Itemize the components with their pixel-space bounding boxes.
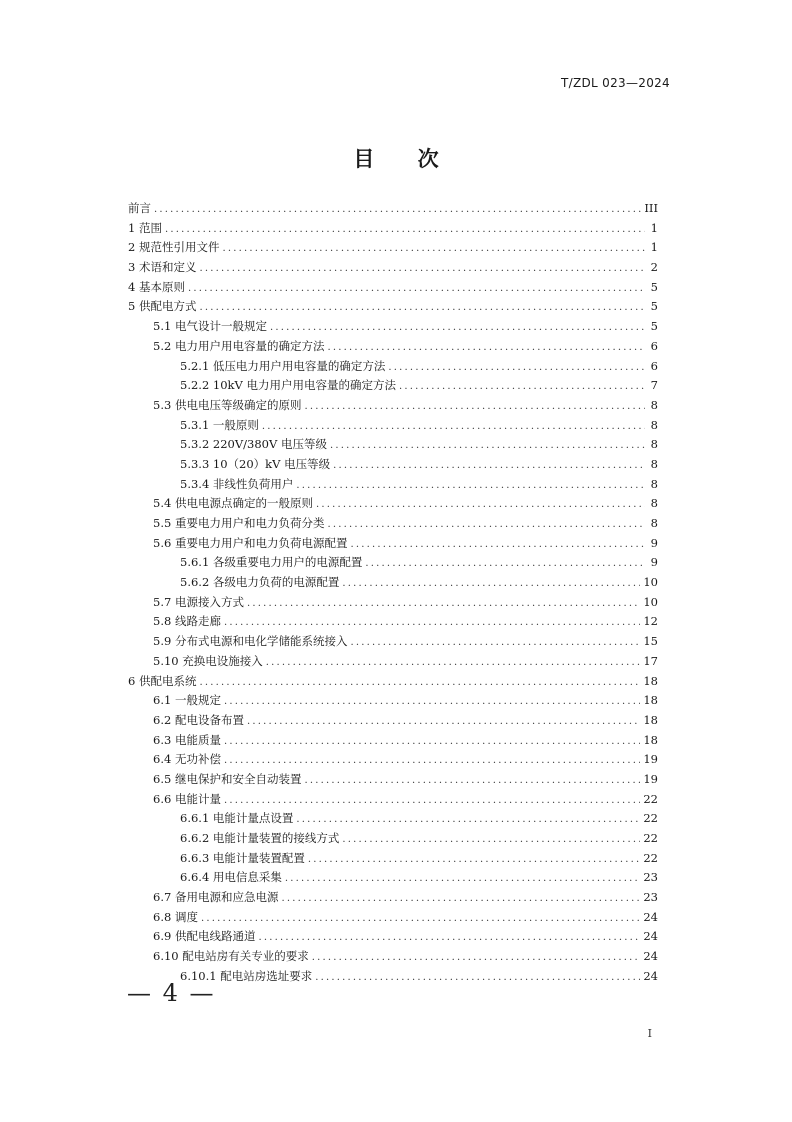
toc-title: 目 次 — [353, 147, 457, 171]
toc-entry-page: 10 — [643, 594, 658, 609]
toc-dot-leader — [224, 617, 640, 628]
toc-entry-label: 5.2.2 10kV 电力用户用电容量的确定方法 — [180, 378, 396, 393]
toc-entry-page: 24 — [643, 909, 658, 924]
toc-entry[interactable] — [128, 318, 658, 338]
toc-entry-page: 1 — [650, 220, 658, 235]
toc-dot-leader — [285, 873, 640, 884]
toc-entry-page: 9 — [650, 555, 658, 570]
toc-entry[interactable] — [128, 673, 658, 693]
toc-dot-leader — [350, 637, 640, 648]
toc-entry-page: 18 — [643, 693, 658, 708]
toc-entry-label: 5.3.4 非线性负荷用户 — [180, 476, 294, 491]
toc-dot-leader — [350, 539, 645, 550]
toc-entry[interactable] — [128, 830, 658, 850]
toc-entry[interactable] — [128, 298, 658, 318]
toc-entry-page: 22 — [643, 850, 658, 865]
toc-entry[interactable] — [128, 377, 658, 397]
toc-entry-label: 6.4 无功补偿 — [153, 752, 221, 767]
toc-dot-leader — [342, 834, 640, 845]
toc-entry-page: 5 — [650, 279, 658, 294]
toc-entry-label: 5.2 电力用户用电容量的确定方法 — [153, 338, 325, 353]
toc-entry[interactable] — [128, 712, 658, 732]
toc-dot-leader — [266, 657, 641, 668]
toc-dot-leader — [199, 302, 645, 313]
toc-entry-label: 5.1 电气设计一般规定 — [153, 319, 267, 334]
toc-entry-page: 18 — [643, 673, 658, 688]
toc-entry-page: 15 — [643, 634, 658, 649]
toc-entry-label: 6.8 调度 — [153, 909, 198, 924]
toc-dot-leader — [199, 677, 640, 688]
toc-entry-label: 5.10 充换电设施接入 — [153, 653, 263, 668]
toc-entry[interactable] — [128, 535, 658, 555]
toc-entry-label: 6.2 配电设备布置 — [153, 712, 244, 727]
toc-entry[interactable] — [128, 239, 658, 259]
toc-entry-label: 6.5 继电保护和安全自动装置 — [153, 771, 302, 786]
toc-entry[interactable] — [128, 397, 658, 417]
toc-entry-page: 22 — [643, 811, 658, 826]
toc-entry-page: 18 — [643, 732, 658, 747]
toc-entry-page: 6 — [650, 338, 658, 353]
toc-dot-leader — [258, 932, 640, 943]
toc-entry-label: 5.3.3 10（20）kV 电压等级 — [180, 456, 331, 471]
toc-dot-leader — [247, 598, 640, 609]
toc-dot-leader — [296, 480, 645, 491]
toc-entry-label: 5.9 分布式电源和电化学储能系统接入 — [153, 634, 348, 649]
toc-entry-label: 6.7 备用电源和应急电源 — [153, 890, 279, 905]
toc-entry-page: 22 — [643, 791, 658, 806]
toc-entry[interactable] — [128, 259, 658, 279]
toc-entry-page: 6 — [650, 358, 658, 373]
toc-entry-page: 22 — [643, 831, 658, 845]
toc-entry-page: 5 — [650, 299, 658, 314]
table-of-contents — [128, 200, 658, 988]
toc-entry[interactable] — [128, 653, 658, 673]
toc-entry-page: 10 — [643, 575, 658, 590]
toc-dot-leader — [315, 972, 640, 983]
toc-dot-leader — [312, 952, 641, 963]
toc-dot-leader — [342, 578, 640, 589]
toc-entry[interactable] — [128, 220, 658, 240]
toc-entry[interactable] — [128, 633, 658, 653]
toc-entry-label: 3 术语和定义 — [128, 260, 197, 275]
toc-entry-page: 24 — [643, 968, 658, 983]
toc-entry-label: 5.8 线路走廊 — [153, 614, 221, 629]
toc-entry[interactable] — [128, 279, 658, 299]
toc-entry[interactable] — [128, 732, 658, 752]
toc-entry-page: 8 — [650, 496, 658, 511]
toc-entry-label: 6.3 电能质量 — [153, 732, 221, 747]
toc-entry-page: 1 — [650, 240, 658, 255]
toc-entry-page: 23 — [643, 870, 658, 885]
toc-entry-page: 24 — [643, 929, 658, 944]
toc-entry-page: 19 — [643, 771, 658, 786]
toc-dot-leader — [388, 362, 645, 373]
toc-entry-label: 5.6 重要电力用户和电力负荷电源配置 — [153, 535, 348, 550]
toc-entry[interactable] — [128, 850, 658, 870]
toc-entry-label: 6.6.3 电能计量装置配置 — [180, 850, 305, 865]
toc-dot-leader — [316, 499, 645, 510]
toc-entry-label: 5.4 供电电源点确定的一般原则 — [153, 496, 313, 511]
toc-entry-label: 6.9 供配电线路通道 — [153, 929, 256, 944]
toc-entry-page: 12 — [643, 614, 658, 629]
toc-entry-page: 8 — [650, 516, 658, 530]
toc-entry-label: 6.6.2 电能计量装置的接线方式 — [180, 831, 340, 845]
toc-entry-label: 5.6.2 各级电力负荷的电源配置 — [180, 575, 340, 590]
toc-dot-leader — [224, 795, 640, 806]
toc-dot-leader — [327, 519, 645, 530]
toc-entry-label: 5.3.1 一般原则 — [180, 417, 259, 432]
toc-entry-label: 5.7 电源接入方式 — [153, 594, 244, 609]
toc-entry-page: 24 — [643, 949, 658, 964]
toc-entry-label: 6.1 一般规定 — [153, 693, 221, 708]
toc-dot-leader — [224, 755, 640, 766]
toc-entry-page: 8 — [650, 397, 658, 412]
toc-dot-leader — [399, 381, 645, 392]
toc-entry-label: 4 基本原则 — [128, 279, 185, 294]
toc-dot-leader — [304, 775, 640, 786]
toc-entry[interactable] — [128, 476, 658, 496]
toc-entry-label: 1 范围 — [128, 220, 162, 235]
toc-entry-page: 8 — [650, 456, 658, 471]
toc-entry-label: 6.6.1 电能计量点设置 — [180, 811, 294, 826]
toc-entry[interactable] — [128, 791, 658, 811]
toc-entry-label: 5.3 供电电压等级确定的原则 — [153, 397, 302, 412]
toc-dot-leader — [304, 401, 645, 412]
toc-entry-page: 8 — [650, 437, 658, 452]
toc-entry[interactable] — [128, 692, 658, 712]
toc-entry[interactable] — [128, 554, 658, 574]
toc-entry[interactable] — [128, 594, 658, 614]
toc-entry-label: 6.6 电能计量 — [153, 791, 221, 806]
toc-dot-leader — [308, 854, 640, 865]
toc-entry-label: 5 供配电方式 — [128, 299, 197, 314]
toc-dot-leader — [201, 913, 640, 924]
toc-entry-label: 5.2.1 低压电力用户用电容量的确定方法 — [180, 358, 386, 373]
toc-entry[interactable] — [128, 358, 658, 378]
toc-dot-leader — [199, 263, 645, 274]
toc-entry[interactable] — [128, 338, 658, 358]
toc-entry-page: III — [644, 201, 658, 215]
toc-entry[interactable] — [128, 574, 658, 594]
toc-entry[interactable] — [128, 613, 658, 633]
toc-dot-leader — [188, 283, 645, 294]
toc-entry-label: 5.6.1 各级重要电力用户的电源配置 — [180, 555, 363, 570]
toc-dot-leader — [327, 342, 645, 353]
toc-entry[interactable] — [128, 909, 658, 929]
toc-entry[interactable] — [128, 200, 658, 220]
toc-entry-page: 17 — [643, 653, 658, 668]
toc-dot-leader — [154, 204, 641, 215]
toc-entry-page: 7 — [650, 378, 658, 393]
toc-entry-label: 2 规范性引用文件 — [128, 240, 220, 255]
toc-dot-leader — [247, 716, 640, 727]
page-number: I — [647, 1027, 652, 1040]
toc-entry-label: 6.10 配电站房有关专业的要求 — [153, 949, 309, 964]
toc-entry-label: 5.3.2 220V/380V 电压等级 — [180, 437, 327, 452]
toc-dot-leader — [281, 893, 640, 904]
toc-dot-leader — [222, 243, 645, 254]
toc-entry-page: 23 — [643, 890, 658, 905]
toc-entry-page: 5 — [650, 319, 658, 334]
toc-dot-leader — [224, 696, 640, 707]
toc-entry-label: 6.6.4 用电信息采集 — [180, 870, 282, 885]
document-code: T/ZDL 023—2024 — [561, 76, 670, 90]
toc-entry[interactable] — [128, 948, 658, 968]
toc-dot-leader — [330, 440, 645, 451]
toc-entry-page: 9 — [650, 535, 658, 550]
toc-dot-leader — [333, 460, 645, 471]
toc-dot-leader — [224, 736, 640, 747]
toc-entry[interactable] — [128, 751, 658, 771]
toc-entry-page: 18 — [643, 712, 658, 727]
toc-dot-leader — [270, 322, 645, 333]
toc-dot-leader — [262, 421, 645, 432]
toc-entry[interactable] — [128, 436, 658, 456]
toc-entry-label: 6 供配电系统 — [128, 673, 197, 688]
toc-entry-page: 8 — [650, 476, 658, 491]
toc-entry-label: 6.10.1 配电站房选址要求 — [180, 968, 313, 983]
toc-dot-leader — [365, 558, 645, 569]
toc-entry[interactable] — [128, 771, 658, 791]
toc-dot-leader — [296, 814, 640, 825]
toc-entry[interactable] — [128, 810, 658, 830]
toc-entry-page: 19 — [643, 752, 658, 767]
toc-entry-page: 8 — [650, 417, 658, 432]
toc-entry[interactable] — [128, 889, 658, 909]
toc-entry[interactable] — [128, 456, 658, 476]
toc-entry[interactable] — [128, 515, 658, 535]
toc-entry-label: 5.5 重要电力用户和电力负荷分类 — [153, 516, 325, 530]
toc-entry[interactable] — [128, 495, 658, 515]
toc-entry-page: 2 — [650, 260, 658, 275]
toc-entry-label: 前言 — [128, 201, 151, 215]
toc-entry[interactable] — [128, 869, 658, 889]
toc-entry[interactable] — [128, 417, 658, 437]
toc-entry[interactable] — [128, 928, 658, 948]
scan-page-mark: — 4 — — [127, 979, 216, 1007]
toc-dot-leader — [165, 224, 645, 235]
